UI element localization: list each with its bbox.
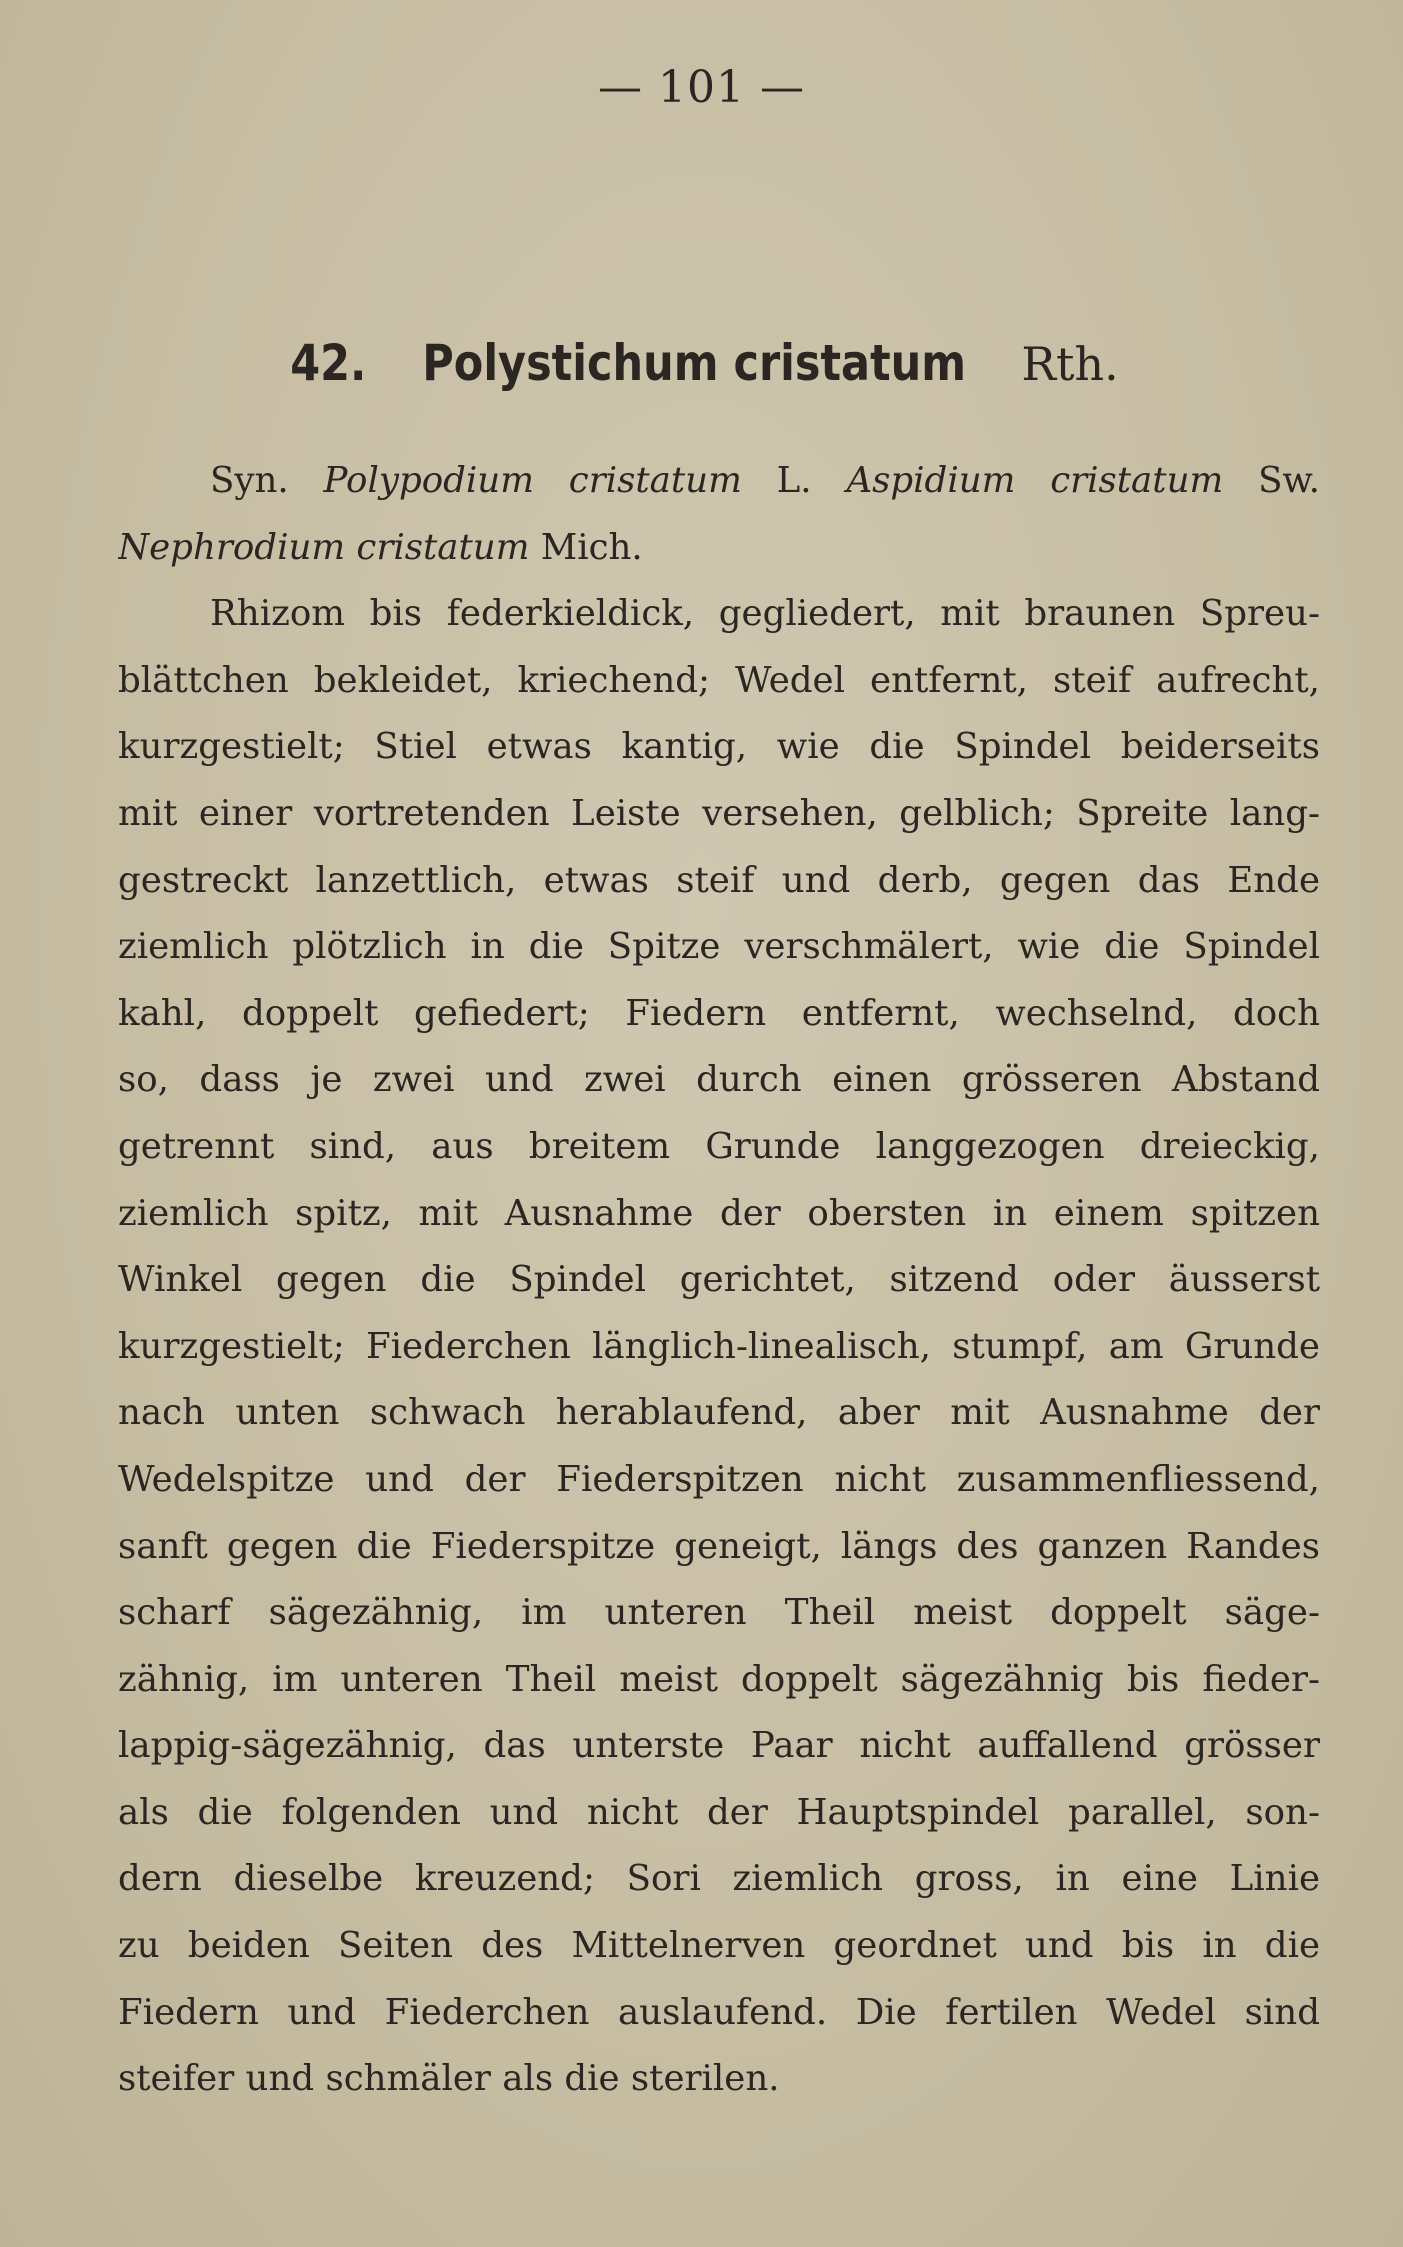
text-line: zähnig, im unteren Theil meist doppelt sägezähnig bis fieder-: [118, 1658, 1320, 1700]
text-line: lappig-sägezähnig, das unterste Paar nicht auffallend grösser: [118, 1725, 1320, 1767]
species-name: Polystichum cristatum: [422, 334, 966, 392]
species-description: [118, 448, 1320, 2113]
text-line: Fiedern und Fiederchen auslaufend. Die fertilen Wedel sind: [118, 1991, 1320, 2033]
text-line: blättchen bekleidet, kriechend; Wedel entfernt, steif aufrecht,: [118, 659, 1320, 701]
text-line: kurzgestielt; Stiel etwas kantig, wie die Spindel beiderseits: [118, 726, 1320, 768]
text-line: sanft gegen die Fiederspitze geneigt, längs des ganzen Randes: [118, 1525, 1320, 1567]
text-line: als die folgenden und nicht der Hauptspindel parallel, son-: [118, 1791, 1320, 1833]
text-line: Winkel gegen die Spindel gerichtet, sitzend oder äusserst: [118, 1259, 1320, 1301]
text-line: nach unten schwach herablaufend, aber mit Ausnahme der: [118, 1392, 1320, 1434]
synonym-line-1: [118, 448, 1320, 515]
species-author: Rth.: [1021, 337, 1119, 391]
text-line: scharf sägezähnig, im unteren Theil meist doppelt säge-: [118, 1592, 1320, 1634]
text-line: Wedelspitze und der Fiederspitzen nicht zusammenfliessend,: [118, 1458, 1320, 1500]
text-line: mit einer vortretenden Leiste versehen, gelblich; Spreite lang-: [118, 792, 1320, 834]
species-heading: [0, 333, 1403, 405]
synonym-name: Polypodium cristatum: [323, 460, 742, 501]
text-line: Rhizom bis federkieldick, gegliedert, mit braunen Spreu-: [210, 593, 1320, 635]
synonym-label: Syn.: [210, 460, 289, 501]
page-number: — 101 —: [598, 62, 805, 113]
text-line-last: steifer und schmäler als die sterilen.: [118, 2058, 780, 2100]
text-line: zu beiden Seiten des Mittelnerven geordnet und bis in die: [118, 1925, 1320, 1967]
species-number: 42.: [290, 334, 367, 392]
text-line: getrennt sind, aus breitem Grunde langgezogen dreieckig,: [118, 1125, 1320, 1167]
text-line: gestreckt lanzettlich, etwas steif und derb, gegen das Ende: [118, 859, 1320, 901]
text-line: dern dieselbe kreuzend; Sori ziemlich gross, in eine Linie: [118, 1858, 1320, 1900]
synonym-author: Mich.: [540, 526, 643, 568]
synonym-line-2: [118, 515, 1320, 582]
synonym-author: L.: [776, 460, 812, 501]
synonym-author: Sw.: [1258, 460, 1320, 501]
text-line: kahl, doppelt gefiedert; Fiedern entfernt, wechselnd, doch: [118, 992, 1320, 1034]
text-line: ziemlich plötzlich in die Spitze verschmälert, wie die Spindel: [118, 926, 1320, 968]
text-line: so, dass je zwei und zwei durch einen grösseren Abstand: [118, 1059, 1320, 1101]
text-line: kurzgestielt; Fiederchen länglich-linealisch, stumpf, am Grunde: [118, 1325, 1320, 1367]
synonym-name: Aspidium cristatum: [846, 460, 1224, 501]
synonym-name: Nephrodium cristatum: [118, 526, 530, 568]
text-line: ziemlich spitz, mit Ausnahme der obersten in einem spitzen: [118, 1192, 1320, 1234]
